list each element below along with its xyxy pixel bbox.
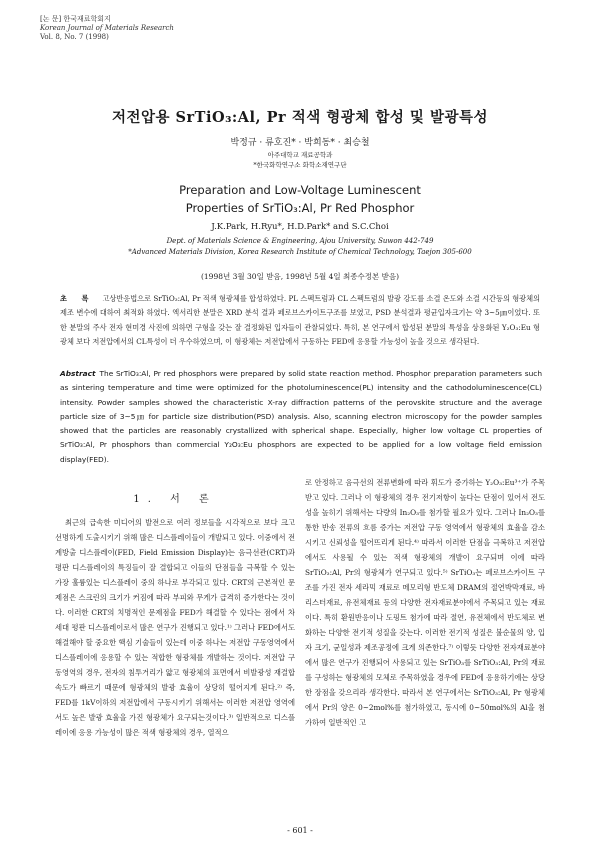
title-english [0, 181, 600, 217]
title-korean: 저전압용 SrTiO₃:Al, Pr 적색 형광체 합성 및 발광특성 [111, 109, 489, 126]
body-paragraph-left: 최근의 급속한 미디어의 발전으로 여러 정보들을 시각적으로 보다 크고 선명하게 도출시키기 위해 많은 디스플레이들이 개발되고 있다. 이중에서 전계방출 디스플레이(FED, Field Emission Display)는 음극선관(CRT)과 평판 디스플레이의 특징들이 잘 결합되고 이들의 단점들을 극복할 수 있는 가장 훌륭있는 디스플레이 중의 하나로 부각되고 있다. CRT의 근본적인 문제점은 스크린의 크기가 커짐에 따라 부피와 무게가 급격히 증가한다는 것이다. 이러한 CRT의 치명적인 문제점을 FED가 해결할 수 있다는 점에서 차세대 평판 디스플레이로서 많은 연구가 진행되고 있다.¹⁾ 그러나 FED에서도 해결해야 할 중요한 핵심 기술들이 있는데 이중 하나는 저전압 구동영역에서 디스플레이에 응용할 수 있는 적합한 형광체를 개발하는 것이다. 저전압 구동영역의 경우, 전자의 침투거리가 얇고 형광체의 표면에서 비발광성 재결합 속도가 빠르기 때문에 형광체의 발광 효율이 상당히 떨어지게 된다.²⁾ 즉, FED를 1kV이하의 저전압에서 구동시키기 위해서는 이러한 저전압 영역에서도 높은 발광 효율을 가진 형광체가 요구되는것이다.³⁾ 일반적으로 디스플레이에 응용 가능성이 많은 적색 형광체의 경우, 열적으 [55, 518, 295, 737]
abstract-english-text: The SrTiO₃:Al, Pr red phosphors were prepared by solid state reaction method. Phosphor preparation parameters such as sintering temperature and time were optimized for the photoluminescence(PL) intensity and the cathodoluminescence(CL) intensity. Powder samples showed the characteristic X-ray diffraction patterns of the perovskite structure and the average particle size of 3~5㎛ for particle size distribution(PSD) analysis. Also, scanning electron microscopy for the powder samples showed that the particles are reasonably crystallized with spherical shape. Especially, higher low voltage CL properties of SrTiO₃:Al, Pr phosphors than commercial Y₂O₃:Eu phosphors are expected to be applied for a low voltage field emission display(FED). [60, 369, 542, 464]
affiliations-english [0, 236, 600, 258]
received-dates: (1998년 3월 30일 받음, 1998년 5월 4일 최종수정본 받음) [200, 272, 399, 281]
affiliation-ko-2: *한국화학연구소 화학소재연구단 [253, 161, 347, 169]
journal-header [40, 15, 174, 42]
authors-korean: 박정규 · 류호진* · 박희동* · 최승철 [230, 138, 370, 148]
affiliation-ko-1: 아주대학교 재료공학과 [267, 151, 333, 159]
body-paragraph-right: 로 안정하고 음극선의 전류변화에 따라 휘도가 증가하는 Y₂O₃:Eu³⁺가 주목받고 있다. 그러나 이 형광체의 경우 전기저항이 높다는 단점이 있어서 전도성을 높히기 위해서는 다량의 In₂O₃를 첨가할 필요가 있다. 그러나 In₂O₃를 통한 반송 전류의 흐름 증가는 저전압 구동 영역에서 형광체의 효율을 감소시키고 신뢰성을 떨어뜨리게 된다.⁴⁾ 따라서 이러한 단점을 극복하고 저전압에서도 사용될 수 있는 적색 형광체의 개발이 요구되며 이에 따라 SrTiO₃:Al, Pr의 형광체가 연구되고 있다.⁵⁾ SrTiO₃는 페로브스카이트 구조를 가진 전자 세라믹 재료로 메모리형 반도체 DRAM의 절연박막재료, 바리스터재료, 유전체재료 등의 다양한 전자재료분야에서 주목되고 있는 재료이다. 특히 환원반응이나 도핑트 첨가에 따라 절연, 유전체에서 반도체로 변화하는 다양한 전기적 성질을 갖는다. 이러한 전기적 성질은 불순물의 양, 입자 크기, 균일성과 제조공정에 크게 의존한다.⁷⁾ 이렇듯 다양한 전자재료분야에서 많은 연구가 진행되어 사용되고 있는 SrTiO₃를 SrTiO₃:Al, Pr의 재료를 구성하는 형광체의 모체로 주목하였을 경우에 FED에 응용하기에는 상당한 장점을 갖으리라 생각한다. 따라서 본 연구에서는 SrTiO₃:Al, Pr 형광체에서 Pr의 양은 0~2mol%를 첨가하였고, 동시에 0~50mol%의 Al을 첨가하여 일반적인 고 [305, 478, 545, 727]
abstract-english [60, 367, 542, 467]
journal-line-3: Vol. 8, No. 7 (1998) [40, 33, 109, 41]
journal-line-2: Korean Journal of Materials Research [40, 24, 174, 32]
journal-line-1: [논 문] 한국재료학회지 [40, 15, 111, 23]
page-number: - 601 - [287, 826, 313, 835]
abstract-korean-label: 초 록 [60, 294, 95, 303]
title-english-line-1: Preparation and Low-Voltage Luminescent [179, 183, 421, 197]
abstract-korean [60, 292, 540, 349]
affiliations-korean [0, 150, 600, 170]
authors-english: J.K.Park, H.Ryu*, H.D.Park* and S.C.Choi [211, 222, 389, 232]
abstract-korean-text: 고상반응법으로 SrTiO₃:Al, Pr 적색 형광체를 합성하였다. PL 스펙트럼과 CL 스펙트럼의 발광 강도를 소결 온도와 소결 시간등의 형광체의 제조 변수에 대하여 최적화 하였다. 엑서리한 분말은 XRD 분석 결과 페로브스카이트구조를 보였고, PSD 분석결과 평균입자크기는 약 3~5㎛이었다. 또한 분말의 주사 전자 현미경 사진에 의하면 구형을 갖는 잘 결정화된 입자들이 관찰되었다. 특히, 본 연구에서 합성된 분말의 특성을 상용화된 Y₂O₃:Eu 형광체 보다 저전압에서의 CL특성이 더 우수하였으며, 이 형광체는 저전압에서 구동하는 FED에 응용할 가능성이 높을 것으로 생각된다. [60, 294, 540, 346]
body-column-left [55, 515, 295, 740]
affiliation-en-1: Dept. of Materials Science & Engineering, Ajou University, Suwon 442-749 [166, 237, 434, 245]
section-heading-introduction: 1. 서 론 [133, 494, 217, 505]
body-column-right [305, 475, 545, 730]
affiliation-en-2: *Advanced Materials Division, Korea Research Institute of Chemical Technology, Taejon 305-600 [128, 248, 472, 256]
abstract-english-label: Abstract [60, 369, 96, 378]
title-english-line-2: Properties of SrTiO₃:Al, Pr Red Phosphor [185, 201, 415, 215]
